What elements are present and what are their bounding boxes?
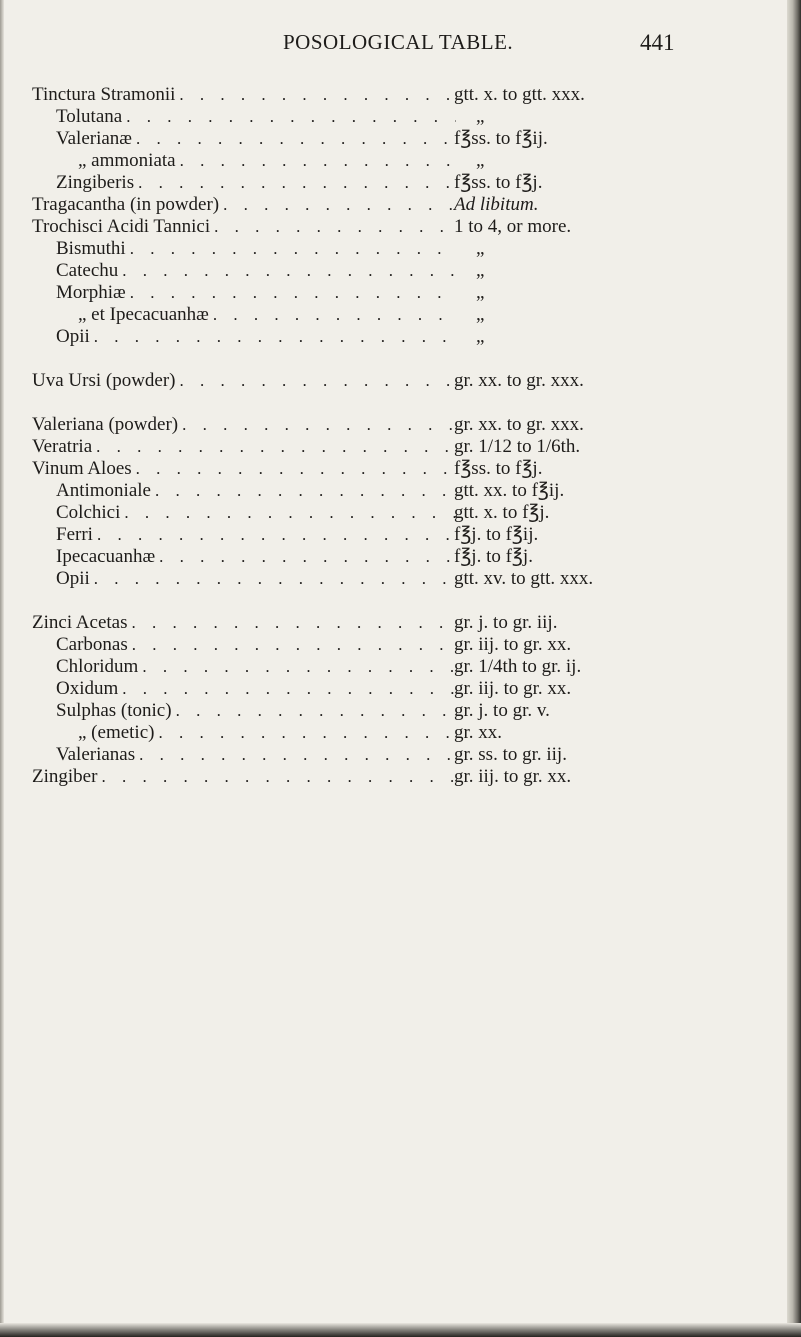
dose: gr. ss. to gr. iij. — [454, 744, 567, 765]
dose: gr. xx. to gr. xxx. — [454, 414, 584, 435]
dose: „ — [476, 238, 485, 259]
drug-name-cell — [56, 524, 456, 546]
drug-name: Trochisci Acidi Tannici — [32, 216, 211, 237]
drug-name: Bismuthi — [56, 238, 126, 259]
drug-name: Chloridum — [56, 656, 139, 677]
drug-name-cell — [56, 634, 456, 656]
dot-leader — [180, 370, 456, 392]
table-row — [32, 524, 672, 546]
drug-name-cell — [56, 238, 456, 260]
drug-name-cell — [56, 656, 456, 678]
posological-table — [32, 84, 672, 810]
table-row — [32, 172, 672, 194]
drug-name: Ferri — [56, 524, 93, 545]
table-row — [32, 700, 672, 722]
dot-leader — [136, 128, 456, 150]
table-row — [32, 546, 672, 568]
dot-leader — [182, 414, 456, 436]
table-row — [32, 568, 672, 590]
dose: gtt. x. to f℥j. — [454, 502, 550, 523]
table-row — [32, 326, 672, 348]
dot-leader — [132, 612, 457, 634]
drug-name-cell — [56, 106, 456, 128]
table-row — [32, 722, 672, 744]
drug-name-cell — [56, 568, 456, 590]
entry-group — [32, 370, 672, 392]
dose: Ad libitum. — [454, 194, 539, 215]
drug-name: Valerianas — [56, 744, 136, 765]
drug-name: Ipecacuanhæ — [56, 546, 156, 567]
drug-name: Opii — [56, 568, 90, 589]
dot-leader — [97, 524, 456, 546]
table-row — [32, 744, 672, 766]
dot-leader — [96, 436, 456, 458]
dot-leader — [101, 766, 456, 788]
drug-name: Carbonas — [56, 634, 128, 655]
table-row — [32, 414, 672, 436]
drug-name: Tolutana — [56, 106, 123, 127]
dot-leader — [223, 194, 456, 216]
drug-name-cell — [56, 546, 456, 568]
dose: f℥j. to f℥j. — [454, 546, 533, 567]
drug-name: Zinci Acetas — [32, 612, 128, 633]
page-right-edge-shadow — [787, 0, 801, 1337]
dose: gr. xx. — [454, 722, 503, 743]
dot-leader — [138, 172, 456, 194]
page-number: 441 — [640, 30, 675, 55]
drug-name: Uva Ursi (powder) — [32, 370, 176, 391]
table-row — [32, 458, 672, 480]
dot-leader — [142, 656, 456, 678]
drug-name-cell — [56, 700, 456, 722]
drug-name-cell — [32, 414, 456, 436]
dose: „ — [476, 106, 485, 127]
dot-leader — [94, 568, 456, 590]
entry-group — [32, 612, 672, 788]
dose: „ — [476, 260, 485, 281]
drug-name-cell — [32, 458, 456, 480]
table-row — [32, 502, 672, 524]
dot-leader — [130, 238, 456, 260]
drug-name: Valeriana (powder) — [32, 414, 179, 435]
dot-leader — [126, 106, 456, 128]
drug-name-cell — [32, 370, 456, 392]
dot-leader — [130, 282, 456, 304]
table-row — [32, 656, 672, 678]
drug-name-cell — [56, 678, 456, 700]
drug-name-cell — [32, 194, 456, 216]
dot-leader — [179, 84, 456, 106]
table-row — [32, 304, 672, 326]
dot-leader — [158, 722, 456, 744]
drug-name-cell — [56, 480, 456, 502]
drug-name: „ (emetic) — [78, 722, 155, 743]
table-row — [32, 436, 672, 458]
table-row — [32, 84, 672, 106]
drug-name-cell — [32, 436, 456, 458]
entry-group — [32, 84, 672, 348]
dose: f℥j. to f℥ij. — [454, 524, 539, 545]
dot-leader — [214, 216, 456, 238]
drug-name: Morphiæ — [56, 282, 126, 303]
drug-name: „ et Ipecacuanhæ — [78, 304, 209, 325]
table-row — [32, 128, 672, 150]
table-row — [32, 194, 672, 216]
dose: f℥ss. to f℥ij. — [454, 128, 548, 149]
drug-name-cell — [78, 304, 456, 326]
dot-leader — [159, 546, 456, 568]
dose: gr. j. to gr. iij. — [454, 612, 558, 633]
page-left-edge — [0, 0, 4, 1337]
drug-name: Sulphas (tonic) — [56, 700, 172, 721]
drug-name-cell — [32, 216, 456, 238]
page-bottom-edge — [0, 1323, 801, 1337]
drug-name: „ ammoniata — [78, 150, 176, 171]
dot-leader — [139, 744, 456, 766]
drug-name: Zingiber — [32, 766, 98, 787]
dose: gr. j. to gr. v. — [454, 700, 550, 721]
drug-name: Valerianæ — [56, 128, 132, 149]
table-row — [32, 150, 672, 172]
dose: „ — [476, 150, 485, 171]
drug-name-cell — [78, 722, 456, 744]
drug-name-cell — [56, 172, 456, 194]
dose: f℥ss. to f℥j. — [454, 458, 543, 479]
dose: f℥ss. to f℥j. — [454, 172, 543, 193]
dot-leader — [122, 260, 456, 282]
drug-name-cell — [56, 128, 456, 150]
drug-name: Vinum Aloes — [32, 458, 132, 479]
table-row — [32, 106, 672, 128]
dot-leader — [124, 502, 456, 524]
dot-leader — [176, 700, 456, 722]
dot-leader — [213, 304, 456, 326]
drug-name: Tinctura Stramonii — [32, 84, 176, 105]
running-head-title: POSOLOGICAL TABLE. — [283, 30, 514, 54]
drug-name: Catechu — [56, 260, 119, 281]
dose: gr. iij. to gr. xx. — [454, 766, 572, 787]
drug-name-cell — [56, 502, 456, 524]
drug-name-cell — [32, 766, 456, 788]
drug-name-cell — [56, 282, 456, 304]
dose: „ — [476, 304, 485, 325]
drug-name: Opii — [56, 326, 90, 347]
dose: gr. xx. to gr. xxx. — [454, 370, 584, 391]
drug-name: Oxidum — [56, 678, 119, 699]
page-header — [0, 30, 801, 64]
table-row — [32, 612, 672, 634]
dose: gr. 1/4th to gr. ij. — [454, 656, 582, 677]
drug-name-cell — [78, 150, 456, 172]
dot-leader — [94, 326, 456, 348]
table-row — [32, 260, 672, 282]
dose: gtt. xx. to f℥ij. — [454, 480, 565, 501]
dot-leader — [132, 634, 456, 656]
drug-name-cell — [56, 260, 456, 282]
dot-leader — [136, 458, 456, 480]
table-row — [32, 370, 672, 392]
drug-name: Tragacantha (in powder) — [32, 194, 220, 215]
dose: „ — [476, 282, 485, 303]
entry-group — [32, 414, 672, 590]
table-row — [32, 634, 672, 656]
drug-name-cell — [56, 326, 456, 348]
drug-name: Veratria — [32, 436, 93, 457]
dose: gtt. x. to gtt. xxx. — [454, 84, 585, 105]
table-row — [32, 216, 672, 238]
dose: 1 to 4, or more. — [454, 216, 572, 237]
dose: gr. iij. to gr. xx. — [454, 634, 572, 655]
table-row — [32, 282, 672, 304]
dose: „ — [476, 326, 485, 347]
drug-name-cell — [56, 744, 456, 766]
dose: gr. iij. to gr. xx. — [454, 678, 572, 699]
drug-name-cell — [32, 84, 456, 106]
table-row — [32, 238, 672, 260]
drug-name: Colchici — [56, 502, 121, 523]
drug-name: Zingiberis — [56, 172, 135, 193]
drug-name: Antimoniale — [56, 480, 151, 501]
dose: gtt. xv. to gtt. xxx. — [454, 568, 594, 589]
dot-leader — [155, 480, 456, 502]
table-row — [32, 766, 672, 788]
dot-leader — [122, 678, 456, 700]
dot-leader — [180, 150, 456, 172]
dose: gr. 1/12 to 1/6th. — [454, 436, 581, 457]
table-row — [32, 480, 672, 502]
table-row — [32, 678, 672, 700]
drug-name-cell — [32, 612, 456, 634]
